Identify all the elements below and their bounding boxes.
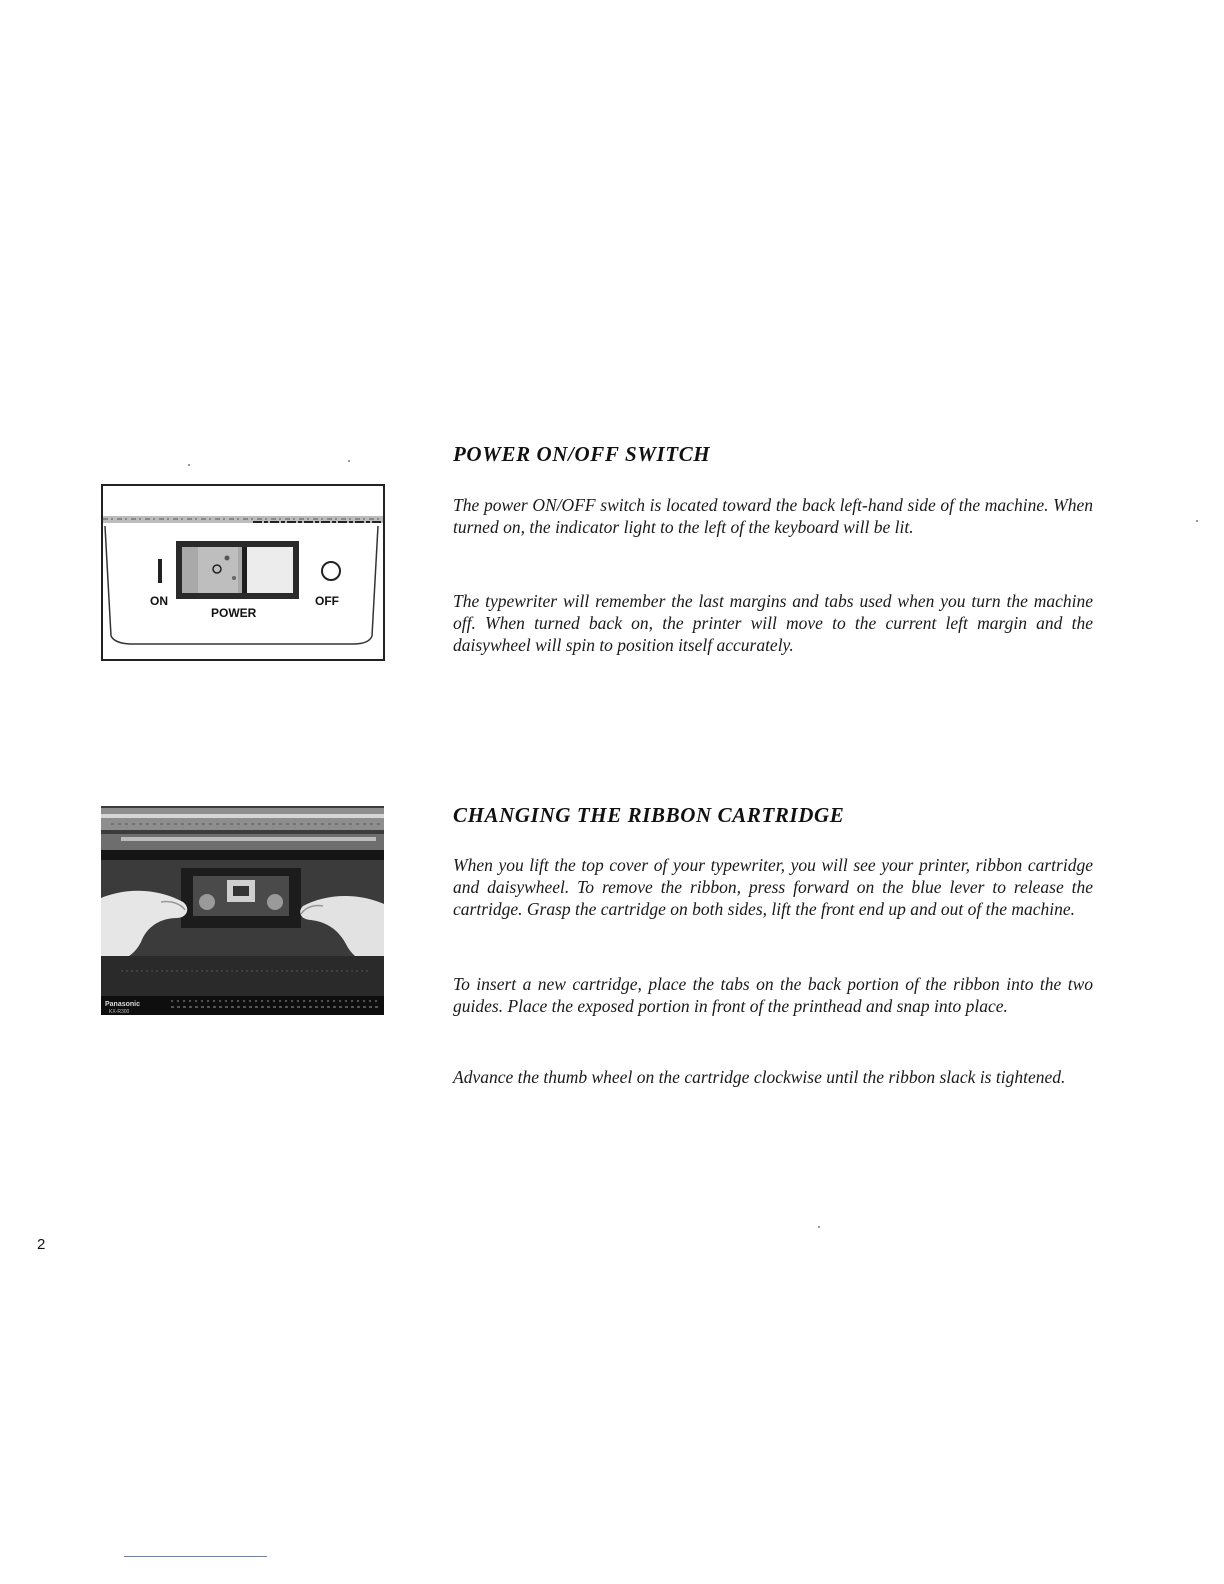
paper-rail [101,808,384,830]
section-title-power-switch: POWER ON/OFF SWITCH [453,442,711,466]
print-speck [188,464,190,466]
print-speck [818,1226,820,1228]
footer-rule [124,1556,267,1557]
print-speck [1196,520,1198,522]
brand-label: Panasonic [105,1001,141,1008]
ribbon-cartridge-photo [101,806,384,1015]
on-label: ON [150,594,168,608]
power-switch-drawing [103,486,383,659]
power-switch-paragraph-2: The typewriter will remember the last margins and tabs used when you turn the machine off. When turned back on, the printer will move to the current left margin and the daisywheel will spin to position itself accurately. [453,591,1093,655]
brand-strip [101,996,384,1015]
section-title-ribbon-cartridge: CHANGING THE RIBBON CARTRIDGE [453,803,845,827]
model-label: KX-R300 [109,1009,130,1015]
print-speck [348,460,350,462]
ribbon-paragraph-1: When you lift the top cover of your typewriter, you will see your printer, ribbon cartridge and daisywheel. To remove the ribbon, press forward on the blue lever to release the cartridge. Grasp the cartridge on both sides, lift the front end up and out of the machine. [453,855,1093,919]
ribbon-paragraph-2: To insert a new cartridge, place the tabs on the back portion of the ribbon into the two guides. Place the exposed portion in front of the printhead and snap into place. [453,974,1093,1016]
platen [101,834,384,850]
ribbon-paragraph-3: Advance the thumb wheel on the cartridge clockwise until the ribbon slack is tightened. [453,1067,1066,1087]
power-switch-paragraph-1: The power ON/OFF switch is located toward the back left-hand side of the machine. When turned on, the indicator light to the left of the keyboard will be lit. [453,495,1093,537]
on-symbol-mark [158,559,162,583]
power-switch-illustration [101,484,385,661]
off-label: OFF [315,594,339,608]
power-label: POWER [211,606,257,620]
page-number: 2 [37,1236,46,1253]
off-symbol-mark [322,562,340,580]
ribbon-cartridge-drawing [101,806,384,1015]
